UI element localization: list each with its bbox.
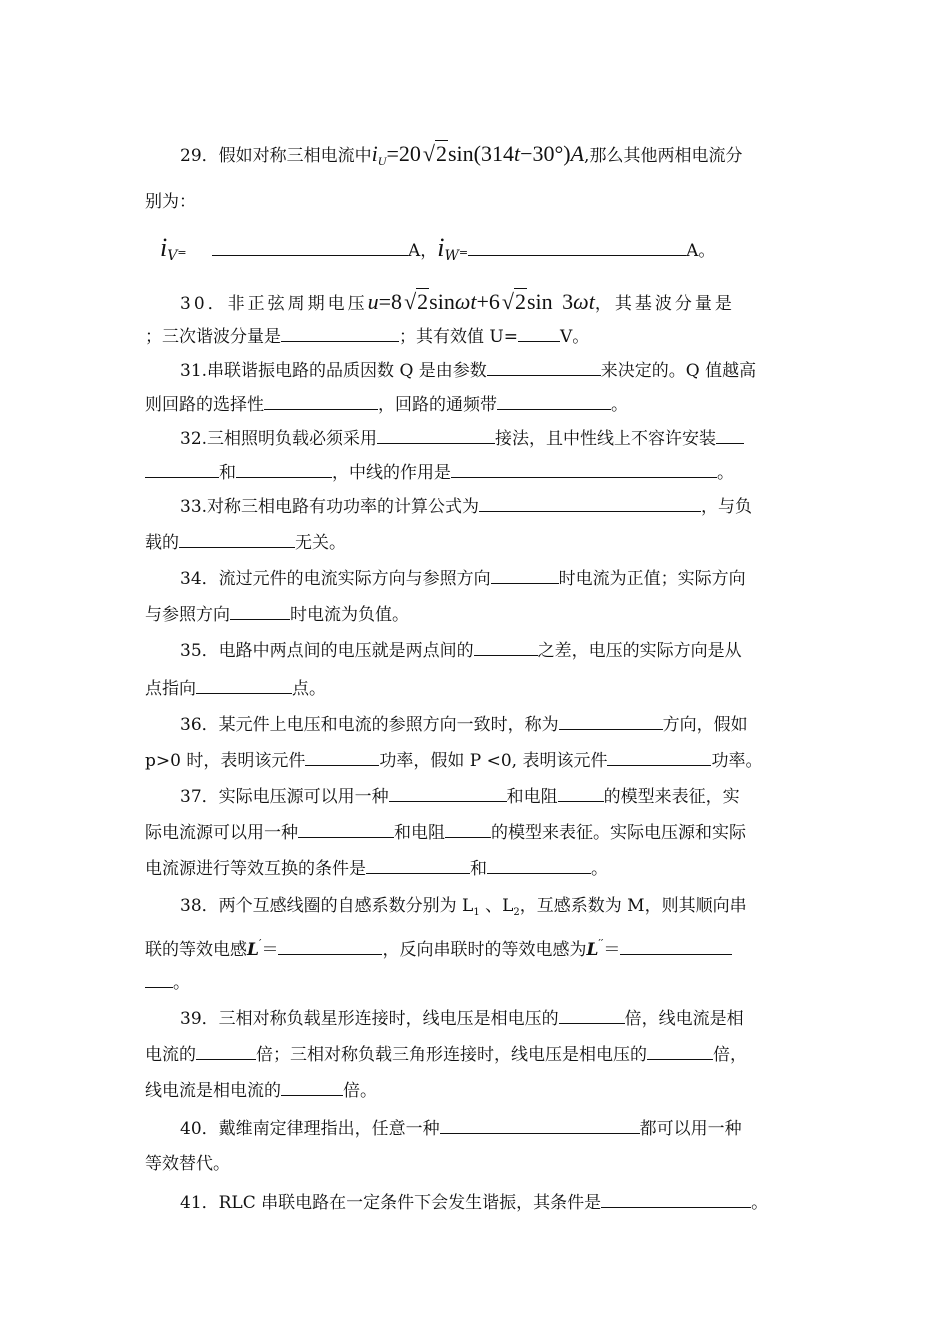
- q39-blank-delta-voltage[interactable]: [647, 1042, 713, 1060]
- q39-line1: 39．三相对称负载星形连接时，线电压是相电压的 倍，线电流是相: [180, 1006, 744, 1031]
- q34-line2: 与参照方向 时电流为负值。: [145, 602, 409, 627]
- q37-blank-voltage-model[interactable]: [389, 784, 507, 802]
- q33-line1: 33.对称三相电路有功功率的计算公式为 ，与负: [180, 494, 752, 519]
- q38-blank-series-oppose-b[interactable]: [145, 970, 173, 988]
- q36-line2: p>0 时，表明该元件 功率，假如 P <0, 表明该元件 功率。: [145, 748, 762, 773]
- q30-formula: u=8√2sinωt+6√2sin 3ωt: [367, 289, 595, 314]
- q29-formula: $i_U=20√2\sin(314t-30^\circ)A$: [371, 141, 585, 168]
- q41-blank-condition[interactable]: [601, 1190, 751, 1208]
- q29-suffix: ,那么其他两相电流分: [584, 146, 743, 166]
- q39-line3: 线电流是相电流的 倍。: [145, 1078, 377, 1103]
- q30-blank-3rd[interactable]: [281, 324, 399, 342]
- q37-blank-cond-2[interactable]: [487, 856, 591, 874]
- q34-blank-positive[interactable]: [491, 566, 559, 584]
- q40-line2: 等效替代。: [145, 1154, 230, 1174]
- q32-line1: 32.三相照明负载必须采用 接法，且中性线上不容许安装: [180, 426, 744, 451]
- q38-blank-series-oppose-a[interactable]: [620, 937, 732, 955]
- q35-line1: 35．电路中两点间的电压就是两点间的 之差，电压的实际方向是从: [180, 638, 742, 663]
- q38-line1: 38．两个互感线圈的自感系数分别为 $L_1$ 、$L_2$，互感系数为 M，则其顺向串: [180, 896, 747, 918]
- q40-line1: 40．戴维南定律理指出，任意一种 都可以用一种: [180, 1116, 742, 1141]
- q31-blank-selectivity[interactable]: [264, 392, 378, 410]
- q30-line1: 30．非正弦周期电压u=8√2sinωt+6√2sin 3ωt，其基波分量是: [180, 289, 735, 314]
- q29-iv-blank[interactable]: [212, 238, 408, 256]
- q32-blank-install-a[interactable]: [716, 426, 744, 444]
- q36-blank-p-pos[interactable]: [305, 748, 379, 766]
- q38-line2: 联的等效电感L′＝ ，反向串联时的等效电感为L′′＝: [145, 932, 732, 962]
- q36-blank-direction[interactable]: [559, 712, 663, 730]
- q32-blank-install-b[interactable]: [145, 460, 219, 478]
- q29-line1: [180, 142, 742, 173]
- q31-blank-param[interactable]: [487, 358, 601, 376]
- q35-blank-potential[interactable]: [474, 638, 538, 656]
- q35-blank-point[interactable]: [196, 676, 292, 694]
- q35-line2: 点指向 点。: [145, 676, 326, 701]
- q30-blank-u[interactable]: [518, 324, 560, 342]
- q41-line1: 41．RLC 串联电路在一定条件下会发生谐振，其条件是 。: [180, 1190, 768, 1215]
- q37-blank-resistor-2[interactable]: [445, 820, 491, 838]
- q37-line2: 际电流源可以用一种 和电阻 的模型来表征。实际电压源和实际: [145, 820, 746, 845]
- q39-blank-star-current[interactable]: [196, 1042, 256, 1060]
- q29-iw-blank[interactable]: [468, 238, 686, 256]
- q39-line2: 电流的 倍；三相对称负载三角形连接时，线电压是相电压的 倍，: [145, 1042, 747, 1067]
- q31-line2: 则回路的选择性 ，回路的通频带 。: [145, 392, 628, 417]
- q31-line1: 31.串联谐振电路的品质因数 Q 是由参数 来决定的。Q 值越高: [180, 358, 756, 383]
- q31-blank-bandwidth[interactable]: [497, 392, 611, 410]
- q37-blank-current-model[interactable]: [298, 820, 394, 838]
- q32-blank-role[interactable]: [451, 460, 717, 478]
- q33-blank-load[interactable]: [179, 530, 295, 548]
- q30-line2: ；三次谐波分量是 ；其有效值 U= V。: [145, 324, 589, 349]
- q29-line3: $i_V= A$，$i_W= A$。: [160, 233, 716, 264]
- q37-line1: 37．实际电压源可以用一种 和电阻 的模型来表征，实: [180, 784, 740, 809]
- q29-text: 29．假如对称三相电流中: [180, 146, 372, 166]
- q36-blank-p-neg[interactable]: [607, 748, 711, 766]
- q33-line2: 载的 无关。: [145, 530, 346, 555]
- q29-line2: 别为：: [145, 192, 196, 212]
- q40-blank-network[interactable]: [440, 1116, 640, 1134]
- q39-blank-star-voltage[interactable]: [559, 1006, 625, 1024]
- q33-blank-formula[interactable]: [479, 494, 701, 512]
- q36-line1: 36．某元件上电压和电流的参照方向一致时，称为 方向，假如: [180, 712, 748, 737]
- q37-blank-cond-1[interactable]: [366, 856, 470, 874]
- q32-blank-install-c[interactable]: [236, 460, 332, 478]
- q34-line1: 34．流过元件的电流实际方向与参照方向 时电流为正值；实际方向: [180, 566, 746, 591]
- q38-blank-series-aid[interactable]: [278, 937, 382, 955]
- q37-blank-resistor-1[interactable]: [558, 784, 604, 802]
- q39-blank-delta-current[interactable]: [281, 1078, 343, 1096]
- q38-line3: 。: [145, 970, 190, 995]
- q32-blank-connection[interactable]: [377, 426, 495, 444]
- q32-line2: 和 ，中线的作用是 。: [145, 460, 734, 485]
- q37-line3: 电流源进行等效互换的条件是 和 。: [145, 856, 608, 881]
- q34-blank-negative[interactable]: [230, 602, 290, 620]
